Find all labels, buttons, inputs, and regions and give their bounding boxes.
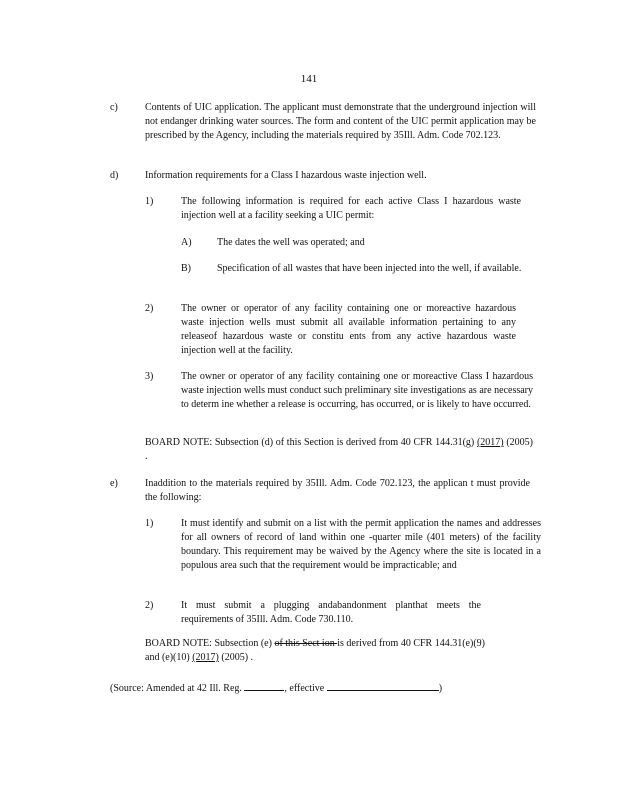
section-e-note-struck: of this Sect ion (274, 638, 338, 649)
section-e-note-suffix: (2005) . (218, 652, 254, 663)
section-d-item1-B-label: B) (181, 263, 191, 274)
section-c-text: Contents of UIC application. The applicant must demonstrate that the underground injection will not endanger drinking water sources. The form and content of the UIC permit application may be prescribed by the Agency, including the materials required by 35Ill. Adm. Code 702.123. (145, 102, 536, 141)
section-d-item2-text: The owner or operator of any facility containing one or moreactive hazardous waste injection wells must submit all available information pertaining to any releaseof hazardous waste or constitu ents from any active hazardous waste injection well at the facility. (181, 303, 516, 356)
section-d-item1-A-text: The dates the well was operated; and (217, 237, 365, 248)
source-line (110, 679, 442, 696)
section-e-item2-label: 2) (145, 600, 154, 611)
section-d-item1-B-text: Specification of all wastes that have been injected into the well, if available. (217, 263, 522, 274)
section-d-item3-label: 3) (145, 371, 154, 382)
section-d-item2-label: 2) (145, 303, 154, 314)
section-d-item3-text: The owner or operator of any facility containing one or moreactive Class I hazardous waste injection wells must conduct such preliminary site investigations as are necessary to determ ine whether a release is occurring, has occurred, or is likely to have occurred. (181, 371, 533, 410)
source-end: ) (438, 683, 443, 694)
source-middle: , effective (284, 683, 327, 694)
section-e-item1-text: It must identify and submit on a list with the permit application the names and addresses for all owners of record of land within one -quarter mile (401 meters) of the facility boundary. This requirement may be waived by the Agency where the site is located in a populous area such that the requirement would be impracticable; and (181, 518, 541, 571)
section-d-item1-label: 1) (145, 196, 154, 207)
section-e-board-note (145, 637, 485, 665)
section-d-note-inserted: (2017) (476, 437, 504, 448)
section-e-label: e) (110, 478, 118, 489)
page-number: 141 (300, 73, 318, 85)
section-d-note-prefix: BOARD NOTE: Subsection (d) of this Section is derived from 40 CFR 144.31(g) (145, 437, 477, 448)
section-e-item2-text: It must submit a plugging andabandonment planthat meets the requirements of 35Ill. Adm. Code 730.110. (181, 600, 481, 625)
section-c-label: c) (110, 102, 118, 113)
section-d-note-suffix: (2005) . (145, 437, 533, 462)
section-e-note-prefix: BOARD NOTE: Subsection (e) (145, 638, 275, 649)
section-d-board-note (145, 436, 533, 464)
section-d-text: Information requirements for a Class I hazardous waste injection well. (145, 170, 427, 181)
section-e-note-middle: is derived from 40 CFR 144.31(e)(9) and (e)(10) (145, 638, 485, 663)
section-d-item1-A-label: A) (181, 237, 192, 248)
source-prefix: (Source: Amended at 42 Ill. Reg. (110, 683, 245, 694)
source-effective-blank (327, 679, 439, 691)
section-e-note-inserted: (2017) (192, 652, 219, 663)
section-e-text: Inaddition to the materials required by 35Ill. Adm. Code 702.123, the applican t must provide the following: (145, 478, 530, 503)
section-d-item1-text: The following information is required for each active Class I hazardous waste injection well at a facility seeking a UIC permit: (181, 196, 521, 221)
section-e-item1-label: 1) (145, 518, 154, 529)
source-register-blank (244, 679, 284, 691)
section-d-label: d) (110, 170, 119, 181)
